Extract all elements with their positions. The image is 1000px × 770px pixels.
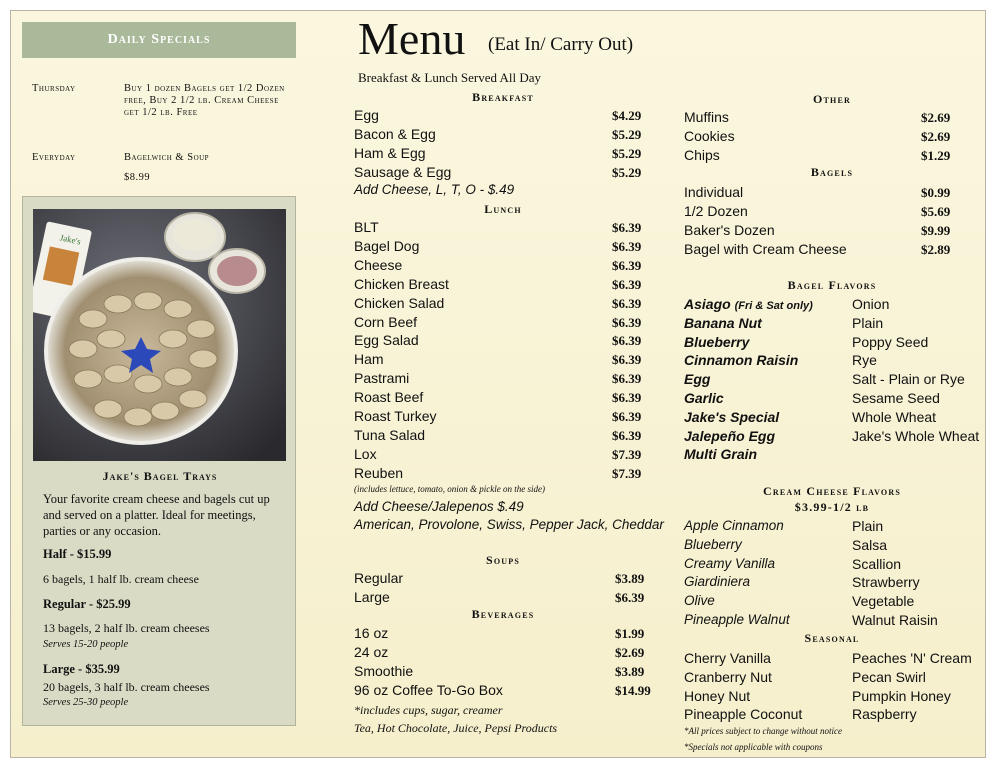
menu-item-name: 96 oz Coffee To-Go Box	[354, 682, 503, 698]
flavor-label: Cranberry Nut	[684, 668, 772, 685]
menu-item-price: $5.29	[612, 146, 642, 161]
menu-item-price: $6.39	[612, 276, 642, 292]
tray-option-info: 6 bagels, 1 half lb. cream cheese	[43, 572, 199, 586]
menu-item-price: $2.69	[615, 645, 645, 660]
flavor-name	[684, 409, 779, 425]
menu-item-name: Chicken Breast	[354, 275, 449, 292]
menu-item-price: $14.99	[615, 683, 651, 698]
asiago-note: (Fri & Sat only)	[734, 300, 813, 312]
tray-option-info: 20 bagels, 3 half lb. cream cheeses	[43, 680, 210, 694]
tray-option-name: Regular - $25.99	[43, 597, 131, 611]
flavor-name: Rye	[852, 352, 877, 369]
flavor-name	[684, 688, 750, 704]
menu-item-name: Ham	[354, 351, 384, 368]
menu-item-name: Bagel Dog	[354, 237, 420, 254]
tray-option-info: 13 bagels, 2 half lb. cream cheeses	[43, 621, 210, 635]
menu-item-price: $5.29	[612, 165, 642, 180]
flavor-name	[684, 446, 757, 462]
tray-option-name: Large - $35.99	[43, 662, 120, 676]
flavor-label: Jalepeño Egg	[684, 427, 776, 444]
menu-item-price: $6.39	[612, 238, 642, 254]
menu-item-price: $6.39	[612, 390, 642, 406]
tray-option-name: Half - $15.99	[43, 547, 112, 561]
flavor-name: Pecan Swirl	[852, 668, 926, 685]
flavor-name: Salt - Plain or Rye	[852, 371, 965, 388]
other-heading: Other	[812, 92, 851, 106]
bagel-trays-description: Your favorite cream cheese and bagels cut up and served on a platter. Ideal for meetings, parties or any occasion.	[43, 492, 270, 538]
menu-item-price: $4.29	[612, 108, 642, 123]
menu-subtitle: (Eat In/ Carry Out)	[488, 34, 634, 55]
menu-item-name: Cheese	[354, 256, 403, 273]
menu-item-price: $6.39	[612, 371, 642, 387]
special-day: Everyday	[32, 152, 76, 163]
menu-item-name: BLT	[354, 219, 379, 235]
menu-item-name: Reuben	[354, 464, 404, 481]
menu-item-price: $7.39	[612, 465, 642, 481]
tray-option-serves: Serves 15-20 people	[43, 639, 129, 650]
menu-title: Menu	[358, 13, 466, 64]
seasonal-heading: Seasonal	[804, 631, 860, 645]
breakfast-note: Add Cheese, L, T, O - $.49	[354, 182, 515, 197]
menu-item-name: 1/2 Dozen	[684, 203, 748, 219]
flavor-name	[684, 593, 715, 608]
menu-tagline: Breakfast & Lunch Served All Day	[358, 70, 542, 85]
beverages-products: Tea, Hot Chocolate, Juice, Pepsi Products	[354, 721, 558, 735]
special-price: $8.99	[124, 172, 151, 183]
flavor-name	[684, 650, 771, 666]
flavor-name: Pumpkin Honey	[852, 687, 951, 704]
flavor-label: Egg	[684, 371, 711, 388]
flavor-name	[684, 518, 784, 533]
flavor-name: Vegetable	[852, 593, 915, 610]
lunch-cheese-note: American, Provolone, Swiss, Pepper Jack, Cheddar	[354, 517, 664, 532]
menu-item-name: Large	[354, 589, 390, 605]
menu-item-name: Bagel with Cream Cheese	[684, 241, 847, 257]
menu-item-price: $3.89	[615, 571, 645, 586]
menu-item-name: Roast Beef	[354, 389, 424, 406]
menu-item-name: Baker's Dozen	[684, 222, 775, 238]
flavor-label: Apple Cinnamon	[684, 518, 784, 533]
bagel-trays-title: Jake's Bagel Trays	[102, 469, 218, 483]
menu-item-name: Lox	[354, 445, 377, 462]
menu-item-price: $5.69	[921, 204, 951, 219]
beverages-heading: Beverages	[471, 607, 535, 621]
flavor-name	[684, 612, 790, 627]
menu-item-price: $3.89	[615, 664, 645, 679]
flavor-name	[684, 574, 750, 589]
menu-item-price: $2.89	[921, 242, 951, 257]
flavor-name: Walnut Raisin	[852, 612, 938, 628]
flavor-name	[684, 537, 742, 552]
menu-item-name: Tuna Salad	[354, 426, 426, 443]
lunch-heading: Lunch	[484, 202, 522, 216]
flavor-name	[684, 706, 802, 722]
special-text: Bagelwich & Soup	[124, 152, 210, 163]
menu-item-name: Ham & Egg	[354, 145, 426, 161]
flavor-name	[684, 428, 775, 444]
flavor-name: Strawberry	[852, 574, 920, 591]
bagel-tray-photo	[33, 209, 286, 461]
menu-item-price: $7.39	[612, 446, 642, 462]
menu-item-name: Egg Salad	[354, 332, 419, 349]
menu-item-price: $6.39	[612, 352, 642, 368]
flavor-name: Salsa	[852, 536, 888, 553]
flavor-name	[684, 556, 775, 571]
menu-item-price: $6.39	[612, 220, 642, 235]
menu-item-price: $5.29	[612, 127, 642, 142]
footnote-coupons: *Specials not applicable with coupons	[684, 742, 823, 752]
special-text: Buy 1 dozen Bagels get 1/2 Dozen free, Buy 2 1/2 lb. Cream Cheese get 1/2 lb. Free	[124, 83, 285, 118]
flavor-label: Blueberry	[684, 333, 750, 350]
flavor-name	[684, 352, 798, 368]
flavor-name: Plain	[852, 518, 884, 534]
flavor-label: Asiago	[684, 296, 731, 312]
special-day: Thursday	[32, 83, 76, 94]
flavor-label: Creamy Vanilla	[684, 555, 776, 571]
flavor-label: Giardiniera	[684, 574, 751, 590]
lunch-fine-note: (includes lettuce, tomato, onion & pickle on the side)	[354, 484, 545, 494]
menu-item-price: $0.99	[921, 185, 951, 200]
bagels-heading: Bagels	[810, 165, 854, 179]
menu-item-price: $9.99	[921, 223, 951, 238]
menu-item-price: $6.39	[612, 295, 642, 311]
menu-item-name: Sausage & Egg	[354, 164, 452, 180]
breakfast-heading: Breakfast	[472, 90, 534, 104]
menu-item-price: $6.39	[612, 314, 642, 330]
flavor-label: Pineapple Walnut	[684, 612, 790, 627]
flavor-label: Cherry Vanilla	[684, 650, 771, 666]
flavor-label: Jake's Special	[684, 408, 780, 425]
menu-item-price: $1.99	[615, 626, 645, 641]
menu-item-name: Pastrami	[354, 370, 410, 387]
flavor-name	[684, 669, 772, 685]
menu-item-price: $6.39	[612, 427, 642, 443]
bagel-flavors-heading: Bagel Flavors	[787, 278, 877, 292]
photo-box-label: Jake's	[58, 232, 82, 247]
flavor-name	[684, 334, 749, 350]
menu-item-name: 16 oz	[354, 625, 389, 641]
flavor-label: Pineapple Coconut	[684, 706, 803, 723]
cream-cheese-heading: Cream Cheese Flavors	[763, 484, 901, 498]
flavor-label: Olive	[684, 593, 715, 609]
daily-specials-header: Daily Specials	[22, 22, 296, 58]
menu-item-name: Chips	[684, 147, 720, 163]
menu-item-price: $1.29	[921, 148, 951, 163]
flavor-name	[684, 315, 762, 331]
flavor-label: Banana Nut	[684, 314, 762, 331]
menu-item-name: Bacon & Egg	[354, 126, 436, 142]
flavor-name	[684, 371, 710, 387]
flavor-name: Onion	[852, 296, 890, 312]
flavor-label: Multi Grain	[684, 446, 758, 463]
menu-item-price: $6.39	[612, 257, 642, 273]
menu-item-name: Muffins	[684, 109, 729, 125]
flavor-name: Peaches 'N' Cream	[852, 650, 972, 666]
menu-item-price: $2.69	[921, 110, 951, 125]
footnote-prices: *All prices subject to change without notice	[684, 726, 842, 736]
flavor-name: Raspberry	[852, 706, 917, 723]
flavor-name: Sesame Seed	[852, 390, 940, 406]
cream-cheese-price: $3.99-1/2 lb	[794, 500, 870, 514]
flavor-name: Whole Wheat	[852, 408, 937, 425]
menu-item-price: $6.39	[612, 333, 642, 349]
flavor-name	[684, 390, 724, 406]
menu-item-name: Individual	[684, 184, 744, 200]
beverages-note: *includes cups, sugar, creamer	[354, 703, 503, 717]
menu-item-price: $6.39	[612, 409, 642, 424]
flavor-name	[684, 296, 813, 312]
flavor-name: Scallion	[852, 555, 902, 572]
menu-item-name: Smoothie	[354, 663, 414, 679]
menu-item-name: 24 oz	[354, 644, 389, 660]
menu-item-name: Cookies	[684, 128, 735, 144]
flavor-label: Blueberry	[684, 536, 742, 552]
menu-item-price: $6.39	[615, 590, 645, 605]
tray-option-serves: Serves 25-30 people	[43, 697, 129, 708]
flavor-name: Plain	[852, 314, 884, 331]
flavor-name: Jake's Whole Wheat	[852, 427, 980, 444]
menu-item-name: Regular	[354, 570, 404, 586]
flavor-label: Honey Nut	[684, 687, 751, 704]
menu-item-price: $2.69	[921, 129, 951, 144]
lunch-add-note: Add Cheese/Jalepenos $.49	[354, 499, 524, 514]
bagel-trays-panel	[22, 196, 296, 726]
menu-item-name: Corn Beef	[354, 313, 418, 330]
flavor-label: Cinnamon Raisin	[684, 352, 799, 369]
flavor-label: Garlic	[684, 390, 724, 406]
menu-item-name: Chicken Salad	[354, 294, 445, 311]
soups-heading: Soups	[485, 553, 520, 567]
menu-item-name: Egg	[354, 107, 379, 123]
menu-item-name: Roast Turkey	[354, 408, 437, 424]
flavor-name: Poppy Seed	[852, 333, 929, 350]
